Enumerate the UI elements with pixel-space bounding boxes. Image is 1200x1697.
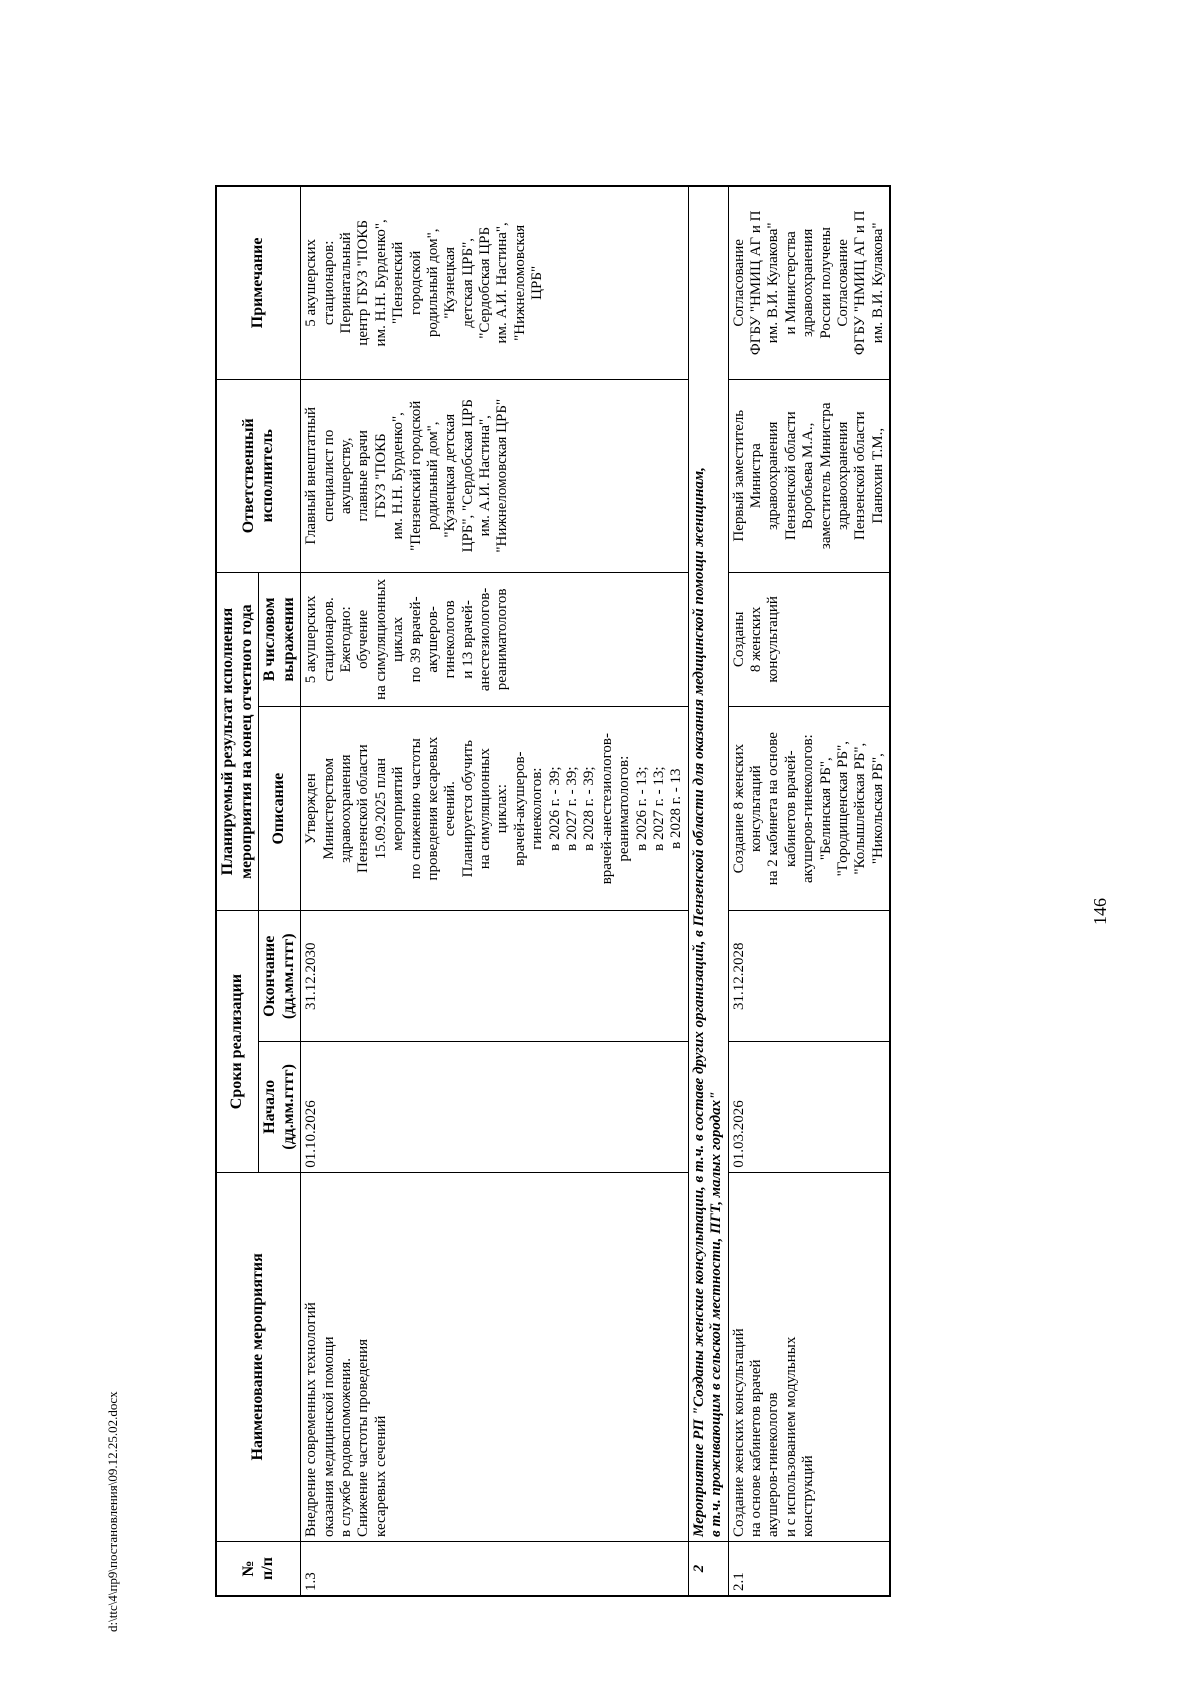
header-end: Окончание (дд.мм.гггг) — [259, 911, 301, 1042]
row-note: Согласование ФГБУ "НМИЦ АГ и П им. В.И. Кулакова" и Министерства здравоохранения России получены Согласование ФГБУ "НМИЦ АГ и П им. В.И. Кулакова" — [728, 186, 890, 379]
section-row — [688, 186, 728, 1596]
footer-file-path: d:\ttc\4\пр9\постановления\09.12.25.02.docx — [105, 1391, 120, 1632]
row-end: 31.12.2030 — [301, 911, 689, 1042]
table-row — [728, 186, 890, 1596]
row-responsible: Главный внештатный специалист по акушерству, главные врачи ГБУЗ "ПОКБ им. Н.Н. Бурденко", "Пензенский городской родильный дом", "Кузнецкая детская ЦРБ", "Сердобская ЦРБ им. А.И. Настина", "Нижнеломовская ЦРБ" — [301, 379, 689, 572]
header-terms: Сроки реализации — [216, 911, 259, 1172]
table-row — [301, 186, 689, 1596]
section-title: Мероприятие РП "Созданы женские консультации, в т.ч. в составе других организаций, в Пензенской области для оказания медицинской помощи женщинам, в т.ч. проживающим в сельской местности, ПГТ, малых городах" — [688, 186, 728, 1541]
header-description: Описание — [259, 706, 301, 911]
header-start: Начало (дд.мм.гггг) — [259, 1042, 301, 1173]
header-numeric: В числовом выражении — [259, 572, 301, 706]
row-numeric: Созданы 8 женских консультаций — [728, 572, 890, 706]
row-name: Внедрение современных технологий оказания медицинской помощи в службе родовспоможения. Снижение частоты проведения кесаревых сечений — [301, 1172, 689, 1541]
rotated-page — [50, 160, 1150, 1660]
header-planned: Планируемый результат исполнения мероприятия на конец отчетного года — [216, 572, 259, 911]
row-start: 01.10.2026 — [301, 1042, 689, 1173]
row-num: 1.3 — [301, 1541, 689, 1596]
row-description: Создание 8 женских консультаций на 2 кабинета на основе кабинетов врачей- акушеров-гинекологов: "Белинская РБ", "Городищенская РБ", "Колышлейская РБ", "Никольская РБ", — [728, 706, 890, 911]
row-start: 01.03.2026 — [728, 1042, 890, 1173]
section-num: 2 — [688, 1541, 728, 1596]
header-name: Наименование мероприятия — [216, 1172, 301, 1541]
row-name: Создание женских консультаций на основе кабинетов врачей акушеров-гинекологов и с использованием модульных конструкций — [728, 1172, 890, 1541]
header-note: Примечание — [216, 186, 301, 379]
row-num: 2.1 — [728, 1541, 890, 1596]
row-note: 5 акушерских стационаров: Перинатальный центр ГБУЗ "ПОКБ им. Н.Н. Бурденко", "Пензенский городской родильный дом", "Кузнецкая детская ЦРБ", "Сердобская ЦРБ им. А.И. Настина", "Нижнеломовская ЦРБ" — [301, 186, 689, 379]
header-num: № п/п — [216, 1541, 301, 1596]
header-responsible: Ответственный исполнитель — [216, 379, 301, 572]
page-number: 146 — [1090, 898, 1110, 925]
row-numeric: 5 акушерских стационаров. Ежегодно: обучение на симуляционных циклах по 39 врачей- акушеров- гинекологов и 13 врачей- анестезиологов- реаниматологов — [301, 572, 689, 706]
row-description: Утвержден Министерством здравоохранения Пензенской области 15.09.2025 план мероприятий по снижению частоты проведения кесаревых сечений. Планируется обучить на симуляционных циклах: врачей-акушеров- гинекологов: в 2026 г. - 39; в 2027 г. - 39; в 2028 г. - 39; врачей-анестезиологов- реаниматологов: в 2026 г. - 13; в 2027 г. - 13; в 2028 г. - 13 — [301, 706, 689, 911]
row-responsible: Первый заместитель Министра здравоохранения Пензенской области Воробьева М.А., заместитель Министра здравоохранения Пензенской области Панюхин Т.М., — [728, 379, 890, 572]
plan-table — [215, 185, 891, 1597]
row-end: 31.12.2028 — [728, 911, 890, 1042]
